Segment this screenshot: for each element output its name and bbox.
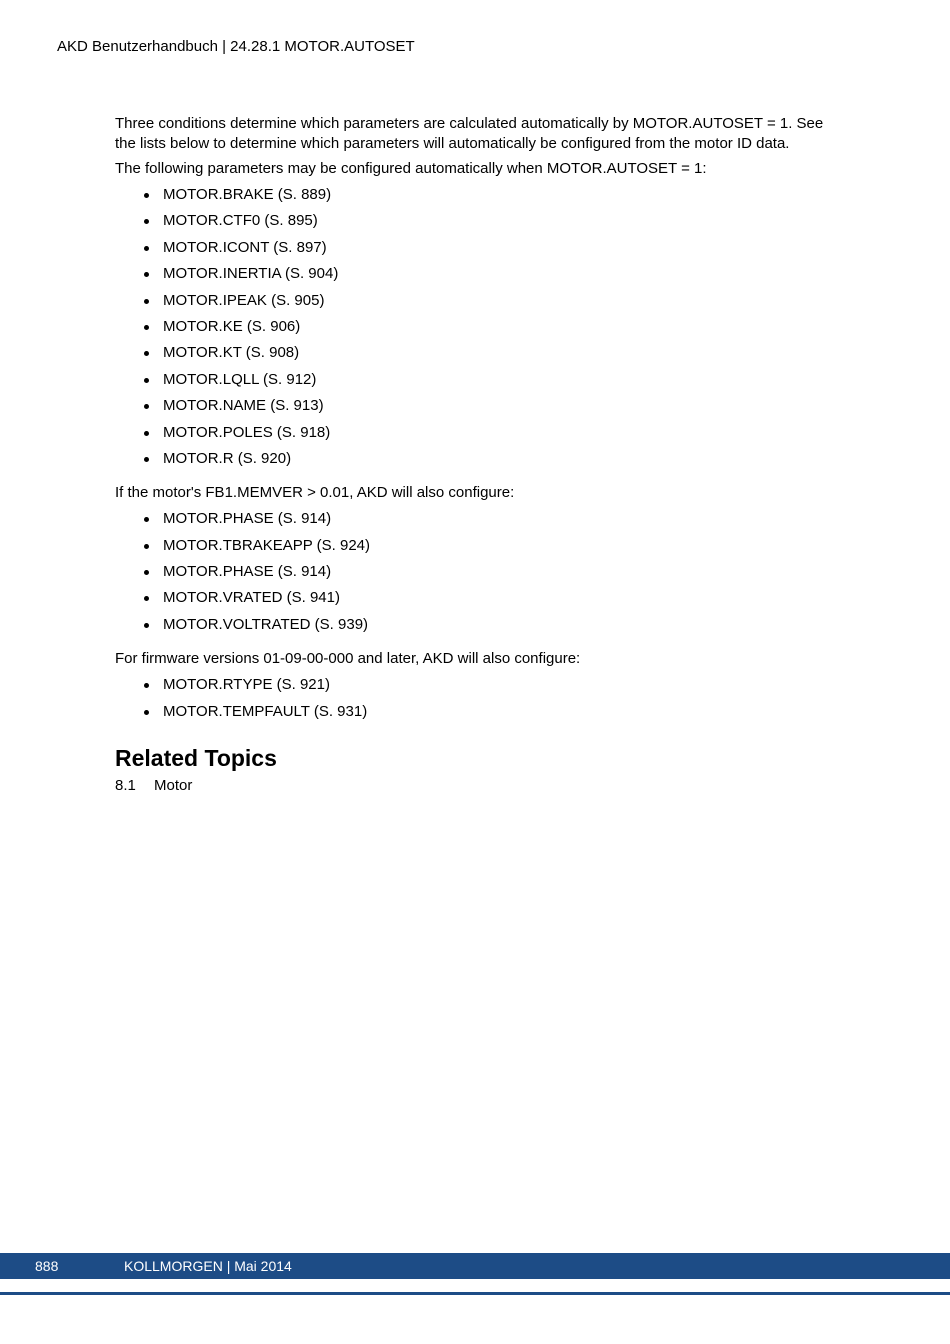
- related-topics-heading: Related Topics: [115, 745, 277, 772]
- parameter-link-item[interactable]: [115, 317, 825, 343]
- parameter-link-item[interactable]: [115, 449, 825, 475]
- parameter-link-text[interactable]: MOTOR.INERTIA (S. 904): [163, 265, 339, 283]
- parameter-link-item[interactable]: [115, 562, 825, 588]
- bullet-icon: [144, 683, 149, 688]
- parameter-link-text[interactable]: MOTOR.CTF0 (S. 895): [163, 212, 318, 230]
- parameter-link-item[interactable]: [115, 185, 825, 211]
- parameter-link-text[interactable]: MOTOR.TBRAKEAPP (S. 924): [163, 536, 371, 554]
- parameter-link-text[interactable]: MOTOR.LQLL (S. 912): [163, 370, 317, 388]
- parameter-link-text[interactable]: MOTOR.RTYPE (S. 921): [163, 676, 330, 694]
- bullet-icon: [144, 517, 149, 522]
- parameter-link-item[interactable]: [115, 211, 825, 237]
- parameter-link-item[interactable]: [115, 615, 825, 641]
- parameter-link-text[interactable]: MOTOR.POLES (S. 918): [163, 423, 331, 441]
- bullet-icon: [144, 193, 149, 198]
- parameter-link-text[interactable]: MOTOR.VRATED (S. 941): [163, 589, 340, 607]
- bullet-icon: [144, 325, 149, 330]
- parameter-link-text[interactable]: MOTOR.PHASE (S. 914): [163, 563, 332, 581]
- parameter-link-item[interactable]: [115, 702, 825, 728]
- autoset-parameter-list: [115, 185, 825, 475]
- page-content: [115, 114, 825, 796]
- bullet-icon: [144, 246, 149, 251]
- parameter-link-text[interactable]: MOTOR.BRAKE (S. 889): [163, 186, 332, 203]
- firmware-parameter-list: [115, 675, 825, 728]
- parameter-link-text[interactable]: MOTOR.ICONT (S. 897): [163, 238, 327, 256]
- intro-paragraph: Three conditions determine which parameters are calculated automatically by MOTOR.AUTOSET = 1. See the lists below to determine which parameters will automatically be configured from the motor ID data.: [115, 115, 824, 152]
- parameter-link-item[interactable]: [115, 675, 825, 701]
- related-topic-label[interactable]: Motor: [154, 777, 193, 795]
- parameter-link-item[interactable]: [115, 588, 825, 614]
- parameter-link-item[interactable]: [115, 343, 825, 369]
- footer-company: KOLLMORGEN | Mai 2014: [124, 1258, 292, 1274]
- footer-divider: [0, 1292, 950, 1295]
- bullet-icon: [144, 570, 149, 575]
- parameter-link-item[interactable]: [115, 396, 825, 422]
- bullet-icon: [144, 457, 149, 462]
- bullet-icon: [144, 272, 149, 277]
- bullet-icon: [144, 710, 149, 715]
- parameter-link-item[interactable]: [115, 291, 825, 317]
- parameter-link-text[interactable]: MOTOR.KE (S. 906): [163, 317, 301, 335]
- parameter-link-item[interactable]: [115, 536, 825, 562]
- parameter-link-text[interactable]: MOTOR.IPEAK (S. 905): [163, 291, 325, 309]
- bullet-icon: [144, 351, 149, 356]
- list2-intro: If the motor's FB1.MEMVER > 0.01, AKD will also configure:: [115, 484, 515, 502]
- parameter-link-text[interactable]: MOTOR.NAME (S. 913): [163, 397, 324, 415]
- bullet-icon: [144, 219, 149, 224]
- page-number: 888: [35, 1258, 59, 1274]
- bullet-icon: [144, 404, 149, 409]
- parameter-link-item[interactable]: [115, 238, 825, 264]
- parameter-link-item[interactable]: [115, 509, 825, 535]
- parameter-link-text[interactable]: MOTOR.R (S. 920): [163, 449, 292, 467]
- parameter-link-item[interactable]: [115, 370, 825, 396]
- bullet-icon: [144, 431, 149, 436]
- related-topic-number[interactable]: 8.1: [115, 777, 136, 795]
- bullet-icon: [144, 623, 149, 628]
- related-topic-link[interactable]: [115, 776, 825, 796]
- parameter-link-item[interactable]: [115, 264, 825, 290]
- memver-parameter-list: [115, 509, 825, 641]
- bullet-icon: [144, 378, 149, 383]
- running-header: AKD Benutzerhandbuch | 24.28.1 MOTOR.AUTOSET: [57, 38, 415, 55]
- bullet-icon: [144, 544, 149, 549]
- parameter-link-text[interactable]: MOTOR.TEMPFAULT (S. 931): [163, 702, 368, 720]
- parameter-link-text[interactable]: MOTOR.PHASE (S. 914): [163, 510, 332, 528]
- parameter-link-text[interactable]: MOTOR.KT (S. 908): [163, 344, 300, 362]
- footer-bar: [0, 1253, 950, 1279]
- list3-intro: For firmware versions 01-09-00-000 and later, AKD will also configure:: [115, 650, 581, 668]
- parameter-link-item[interactable]: [115, 423, 825, 449]
- bullet-icon: [144, 596, 149, 601]
- list1-intro: The following parameters may be configured automatically when MOTOR.AUTOSET = 1:: [115, 160, 707, 177]
- parameter-link-text[interactable]: MOTOR.VOLTRATED (S. 939): [163, 615, 369, 633]
- bullet-icon: [144, 299, 149, 304]
